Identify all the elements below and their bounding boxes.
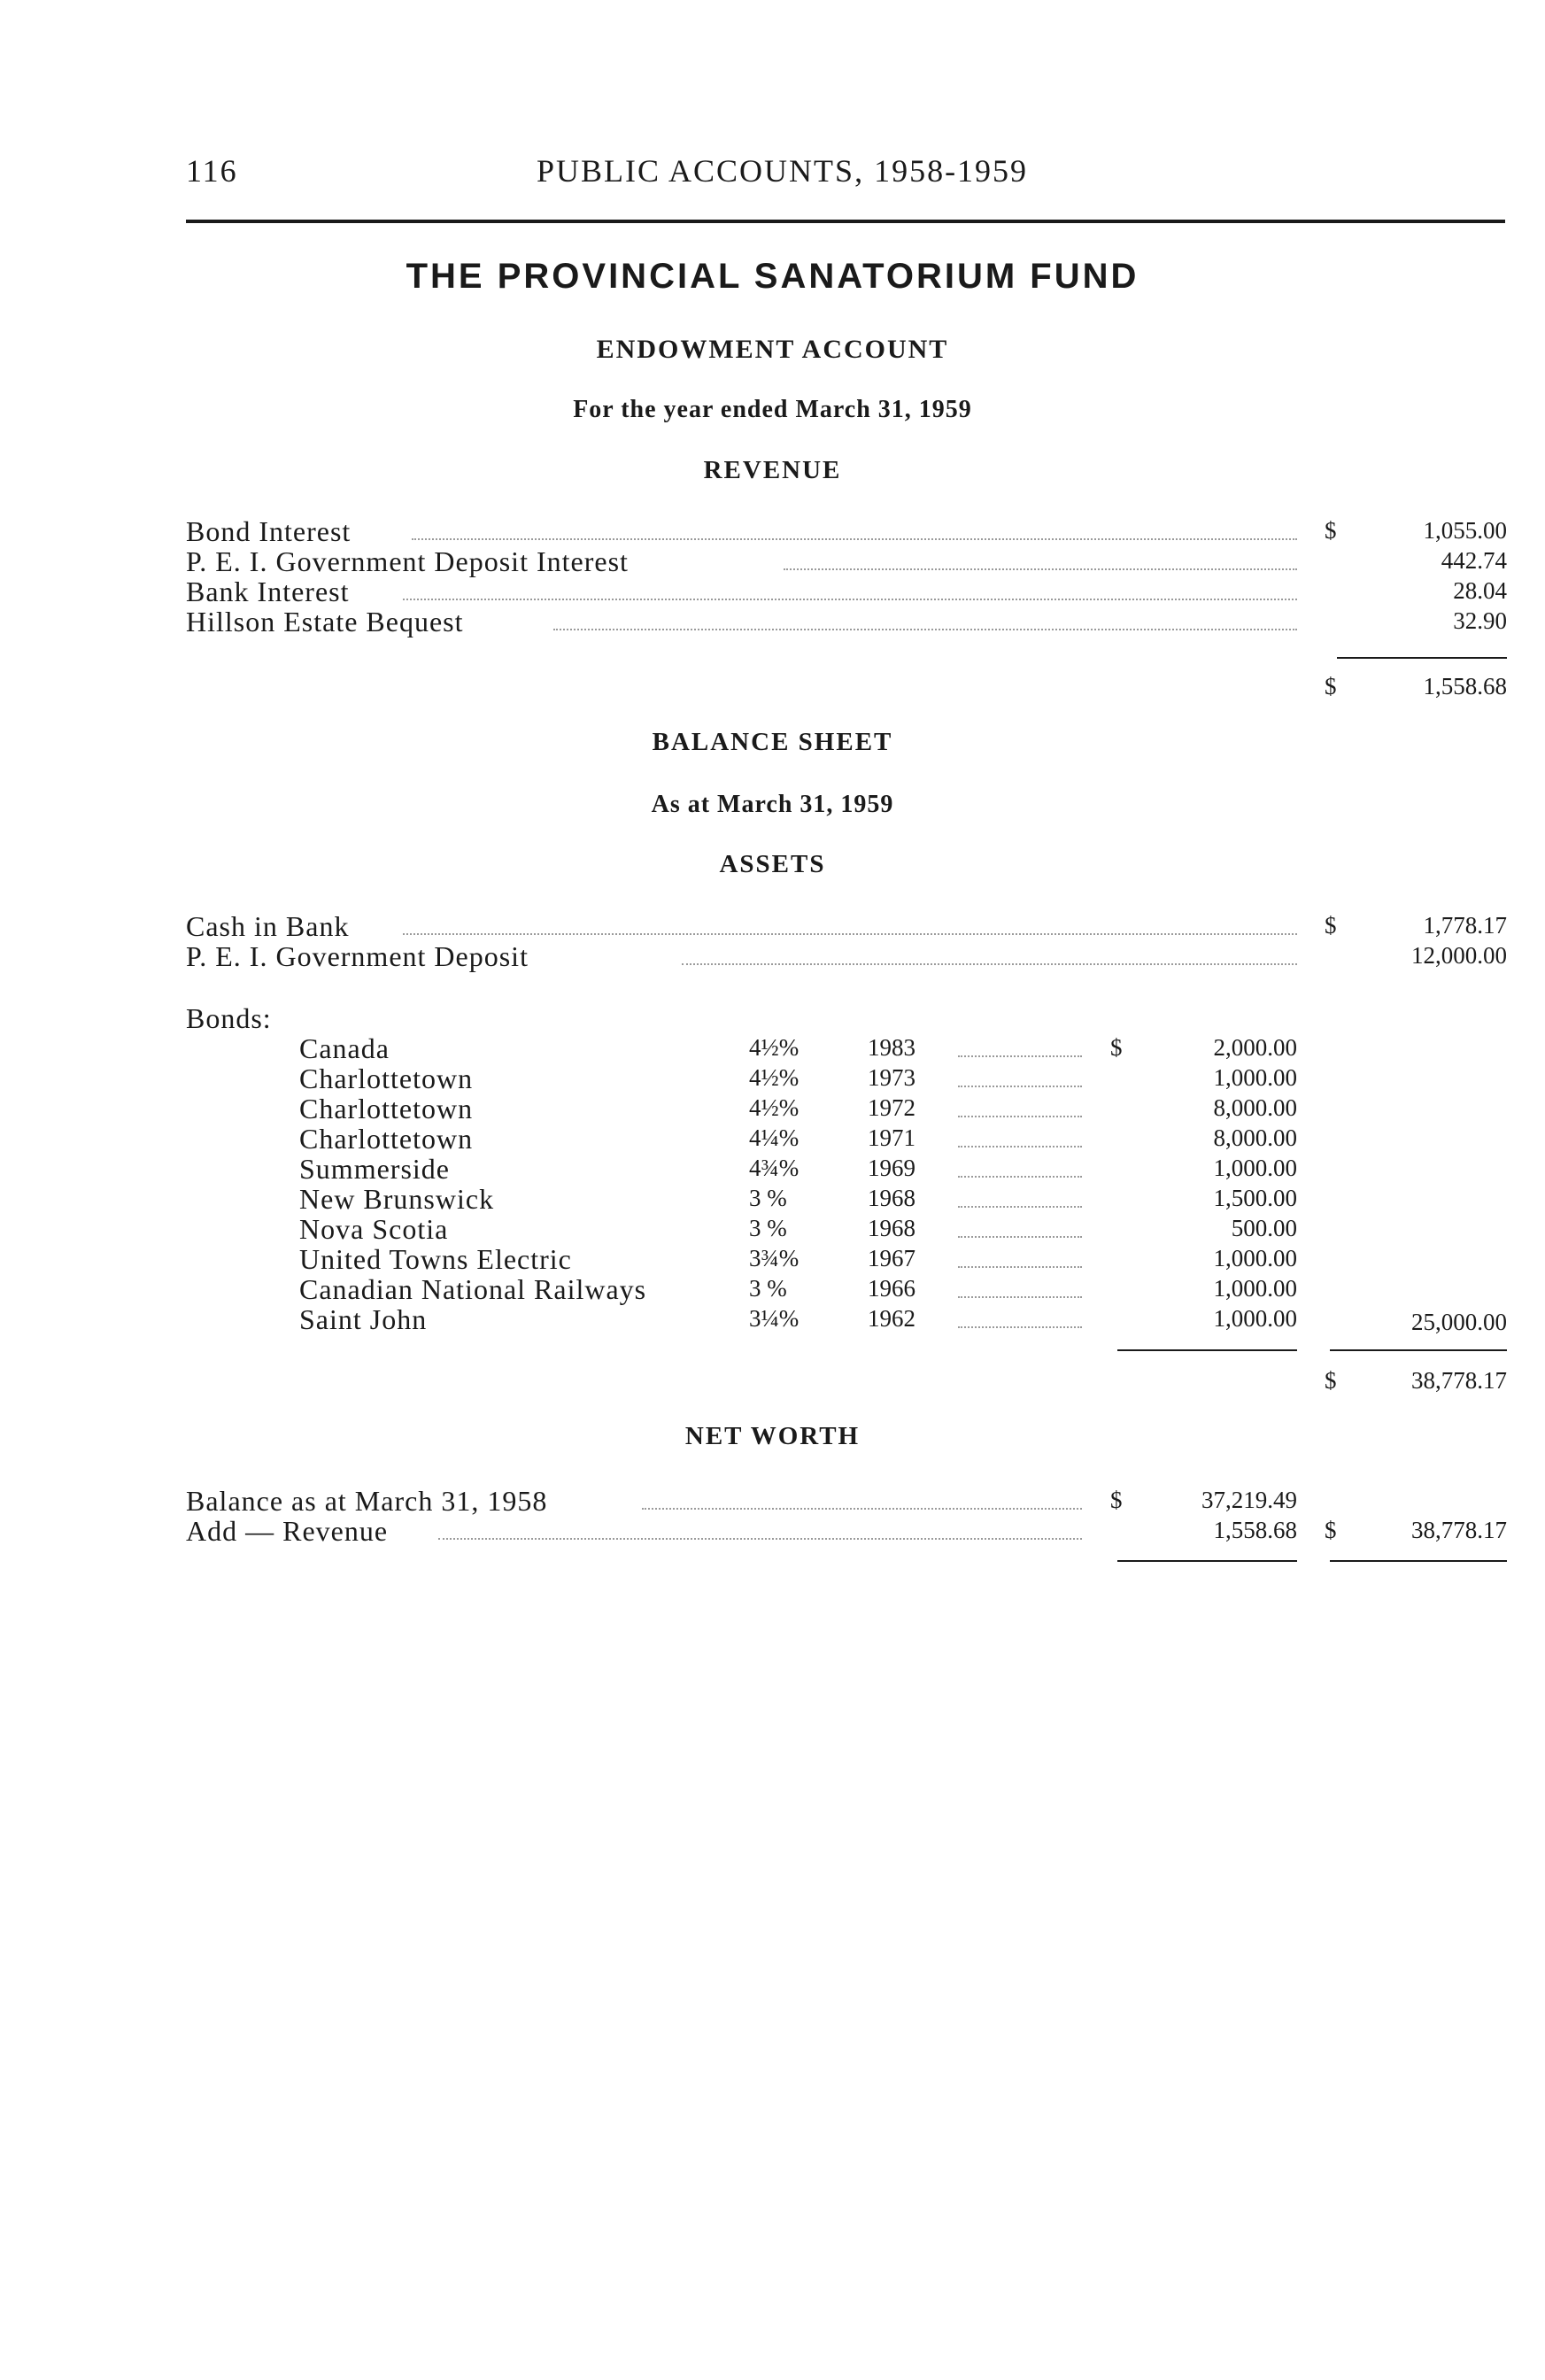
leader-dots (958, 1296, 1082, 1298)
net-worth-label: Add — Revenue (186, 1515, 389, 1547)
bond-row (0, 1273, 1545, 1303)
bond-name: United Towns Electric (299, 1243, 572, 1275)
bond-name: Charlottetown (299, 1123, 474, 1155)
bond-rate: 3 % (749, 1215, 787, 1241)
currency-sign: $ (1110, 1487, 1123, 1513)
bond-row (0, 1123, 1545, 1153)
bond-amount: 1,500.00 (1213, 1185, 1297, 1211)
currency-sign: $ (1110, 1034, 1123, 1061)
bond-row (0, 1183, 1545, 1213)
bond-year: 1962 (868, 1305, 915, 1332)
bond-name: Canadian National Railways (299, 1273, 647, 1305)
bond-rate: 4½% (749, 1094, 800, 1121)
balance-sheet-heading: BALANCE SHEET (652, 728, 893, 756)
bond-rate: 4¾% (749, 1155, 800, 1181)
assets-total: 38,778.17 (1411, 1367, 1507, 1394)
asset-row (0, 910, 1545, 940)
bond-amount: 1,000.00 (1213, 1064, 1297, 1091)
leader-dots (438, 1538, 1082, 1540)
currency-sign: $ (1325, 673, 1337, 699)
net-worth-row (0, 1515, 1545, 1545)
leader-dots (958, 1086, 1082, 1087)
bond-name: Summerside (299, 1153, 450, 1185)
asset-amount: 12,000.00 (1411, 942, 1507, 969)
bond-amount: 8,000.00 (1213, 1094, 1297, 1121)
bond-rate: 3 % (749, 1275, 787, 1302)
revenue-amount: 442.74 (1441, 547, 1507, 574)
revenue-amount: 32.90 (1453, 607, 1507, 634)
bond-row (0, 1153, 1545, 1183)
bond-rate: 4½% (749, 1034, 800, 1061)
bond-rate: 4½% (749, 1064, 800, 1091)
bond-amount: 500.00 (1231, 1215, 1297, 1241)
bond-amount: 1,000.00 (1213, 1305, 1297, 1332)
header-rule (186, 220, 1505, 223)
currency-sign: $ (1325, 1517, 1337, 1543)
net-worth-total-rule (1330, 1560, 1507, 1562)
bond-row (0, 1032, 1545, 1062)
assets-total-row (0, 1365, 1545, 1395)
revenue-amount: 28.04 (1453, 577, 1507, 604)
net-worth-row (0, 1485, 1545, 1515)
bond-year: 1983 (868, 1034, 915, 1061)
as-at-line: As at March 31, 1959 (651, 791, 894, 818)
revenue-row (0, 606, 1545, 636)
bond-name: New Brunswick (299, 1183, 495, 1215)
asset-label: P. E. I. Government Deposit (186, 940, 529, 972)
bond-amount: 8,000.00 (1213, 1124, 1297, 1151)
leader-dots (642, 1508, 1082, 1510)
bond-rate: 3 % (749, 1185, 787, 1211)
net-worth-heading: NET WORTH (684, 1422, 861, 1450)
leader-dots (403, 933, 1297, 935)
bond-name: Nova Scotia (299, 1213, 449, 1245)
leader-dots (958, 1146, 1082, 1148)
net-worth-total: 38,778.17 (1411, 1517, 1507, 1543)
revenue-total: 1,558.68 (1423, 673, 1507, 699)
net-worth-subtotal-rule (1117, 1560, 1297, 1562)
bond-rate: 3¾% (749, 1245, 800, 1271)
fund-title: THE PROVINCIAL SANATORIUM FUND (406, 257, 1139, 296)
revenue-label: Hillson Estate Bequest (186, 606, 464, 638)
bond-row (0, 1213, 1545, 1243)
bond-row (0, 1243, 1545, 1273)
bond-name: Charlottetown (299, 1062, 474, 1094)
bond-year: 1967 (868, 1245, 915, 1271)
running-title: PUBLIC ACCOUNTS, 1958-1959 (537, 153, 1029, 189)
bonds-total: 25,000.00 (1411, 1309, 1507, 1335)
revenue-heading: REVENUE (703, 456, 842, 484)
page-number: 116 (186, 153, 238, 189)
bond-row (0, 1062, 1545, 1093)
bond-year: 1968 (868, 1215, 915, 1241)
leader-dots (682, 963, 1297, 965)
asset-label: Cash in Bank (186, 910, 350, 942)
net-worth-label: Balance as at March 31, 1958 (186, 1485, 548, 1517)
total-rule (1337, 657, 1507, 659)
bond-year: 1973 (868, 1064, 915, 1091)
currency-sign: $ (1325, 517, 1337, 544)
bond-rate: 4¼% (749, 1124, 800, 1151)
bond-amount: 1,000.00 (1213, 1245, 1297, 1271)
leader-dots (958, 1236, 1082, 1238)
bond-row (0, 1303, 1545, 1333)
bonds-subtotal-rule (1117, 1349, 1297, 1351)
revenue-row (0, 576, 1545, 606)
assets-total-rule (1330, 1349, 1507, 1351)
period-line: For the year ended March 31, 1959 (573, 396, 972, 423)
leader-dots (553, 629, 1297, 630)
leader-dots (958, 1326, 1082, 1328)
bond-rate: 3¼% (749, 1305, 800, 1332)
bond-name: Canada (299, 1032, 390, 1064)
leader-dots (958, 1206, 1082, 1208)
leader-dots (403, 599, 1297, 600)
bond-amount: 2,000.00 (1213, 1034, 1297, 1061)
bond-year: 1969 (868, 1155, 915, 1181)
asset-row (0, 940, 1545, 970)
leader-dots (958, 1266, 1082, 1268)
leader-dots (784, 568, 1297, 570)
net-worth-amount: 37,219.49 (1201, 1487, 1297, 1513)
leader-dots (958, 1176, 1082, 1178)
asset-amount: 1,778.17 (1423, 912, 1507, 939)
currency-sign: $ (1325, 1367, 1337, 1394)
leader-dots (958, 1055, 1082, 1057)
revenue-label: P. E. I. Government Deposit Interest (186, 545, 629, 577)
net-worth-amount: 1,558.68 (1213, 1517, 1297, 1543)
revenue-label: Bank Interest (186, 576, 350, 607)
revenue-label: Bond Interest (186, 515, 351, 547)
bond-amount: 1,000.00 (1213, 1155, 1297, 1181)
leader-dots (958, 1116, 1082, 1117)
leader-dots (412, 538, 1297, 540)
bond-year: 1972 (868, 1094, 915, 1121)
assets-heading: ASSETS (719, 850, 826, 878)
account-title: ENDOWMENT ACCOUNT (596, 335, 949, 364)
revenue-amount: 1,055.00 (1423, 517, 1507, 544)
revenue-total-row (0, 671, 1545, 701)
bond-amount: 1,000.00 (1213, 1275, 1297, 1302)
bonds-label: Bonds: (186, 1002, 272, 1034)
currency-sign: $ (1325, 912, 1337, 939)
bond-year: 1966 (868, 1275, 915, 1302)
bond-name: Charlottetown (299, 1093, 474, 1124)
bond-row (0, 1093, 1545, 1123)
bond-year: 1971 (868, 1124, 915, 1151)
bond-year: 1968 (868, 1185, 915, 1211)
revenue-row (0, 515, 1545, 545)
bond-name: Saint John (299, 1303, 428, 1335)
revenue-row (0, 545, 1545, 576)
